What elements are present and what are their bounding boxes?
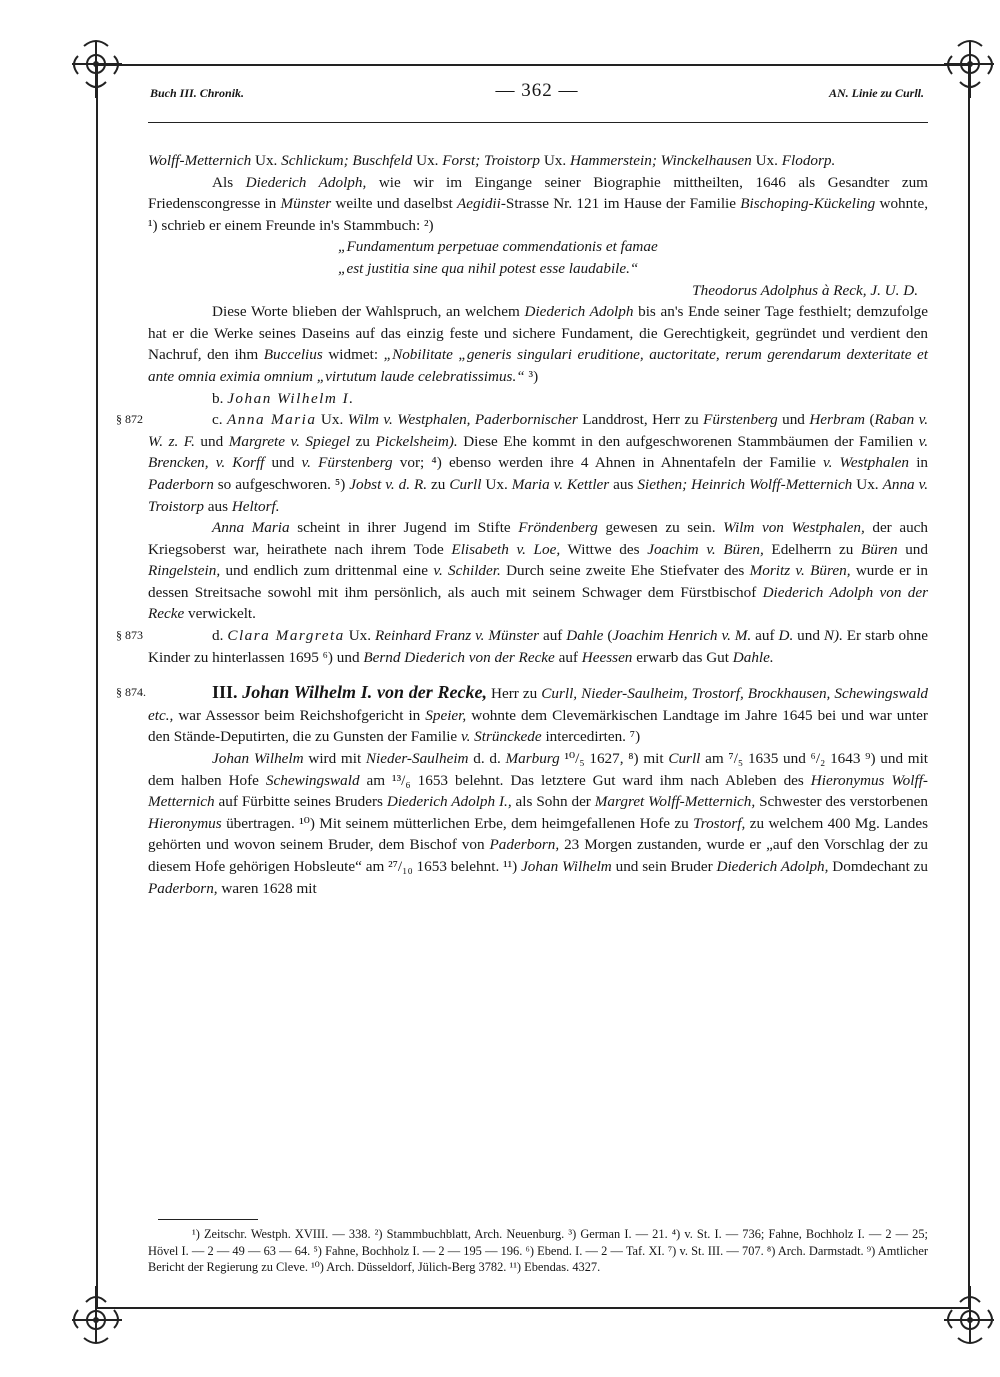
text-segment: Anna Maria xyxy=(226,411,317,429)
text-segment: Buschfeld xyxy=(352,152,413,169)
text-segment: Schwester des verstorbenen xyxy=(755,793,929,811)
section-marker: § 874. xyxy=(116,685,146,700)
text-segment: Er starb ohne Kinder zu hinterlassen 1695 ⁶) und xyxy=(148,627,929,666)
paragraph xyxy=(148,517,928,625)
text-segment: wie wir im Eingange seiner Biographie mittheilten, 1646 als Gesandter zum Friedenscongresse in xyxy=(148,173,928,213)
paragraph xyxy=(148,150,928,172)
text-segment: Als xyxy=(212,173,246,191)
text-segment: „est justitia sine qua nihil potest esse laudabile.“ xyxy=(338,259,639,277)
text-segment: ( xyxy=(603,627,613,645)
text-segment: Fröndenberg xyxy=(518,519,598,537)
text-segment: Diederich Adolph xyxy=(524,303,634,321)
text-segment: v. Westphalen xyxy=(822,454,910,472)
text-segment: Wilm v. Westphalen, Paderbornischer xyxy=(347,411,578,429)
text-segment: auf xyxy=(751,627,779,645)
text-segment: Clara Margreta xyxy=(227,627,345,645)
text-segment: v. Brencken, v. Korff xyxy=(148,432,928,472)
text-segment: und xyxy=(194,432,229,450)
header-rule xyxy=(148,122,928,123)
text-segment: Paderborn, xyxy=(148,879,218,897)
text-segment: Schewingswald xyxy=(265,771,360,789)
paragraph xyxy=(148,258,928,280)
text-segment: Heltorf. xyxy=(231,497,280,515)
text-segment: Ux. xyxy=(751,152,782,169)
text-segment: und xyxy=(777,411,810,429)
text-segment: verwickelt. xyxy=(184,605,256,623)
text-segment: Büren xyxy=(860,540,898,558)
text-segment: als Sohn der xyxy=(511,793,595,811)
text-segment: aus xyxy=(204,497,232,515)
paragraph xyxy=(148,748,928,899)
text-segment: Dahle. xyxy=(732,648,774,666)
text-segment: Durch seine zweite Ehe Stiefvater des xyxy=(500,562,750,580)
text-segment: Heessen xyxy=(581,648,633,666)
text-segment: zu xyxy=(350,432,376,450)
text-segment: Ux. xyxy=(316,411,348,429)
text-segment: Speier, xyxy=(425,706,467,724)
text-segment: auf Fürbitte seines Bruders xyxy=(214,793,387,811)
text-segment: Siethen; Heinrich Wolff-Metternich xyxy=(637,475,853,493)
header-book-title: Buch III. Chronik. xyxy=(150,86,245,100)
text-segment: v. Strünckede xyxy=(460,728,542,746)
text-segment: und xyxy=(897,540,928,558)
text-segment: d. d. xyxy=(468,750,506,768)
text-segment: gewesen zu sein. xyxy=(597,519,724,537)
paragraph xyxy=(116,682,929,748)
text-segment: Johan Wilhelm I. von der Recke, xyxy=(242,682,487,703)
text-segment: Ux. xyxy=(251,152,282,169)
text-segment: Nieder-Saulheim xyxy=(365,750,469,768)
text-segment: v. Fürstenberg xyxy=(301,454,393,472)
text-segment: 23 Morgen zustanden, wurde er „auf den Vorschlag der zu diesem Hofe gehörigen Hobsleute“ am ²⁷/₁₀ 1653 belehnt. ¹¹) xyxy=(148,836,928,875)
page-number: — 362 — xyxy=(495,80,579,101)
text-segment: am ⁷/₅ 1635 und ⁶/₂ 1643 ⁹) und mit dem halben Hofe xyxy=(148,750,929,789)
text-segment: Paderborn xyxy=(148,475,214,493)
text-segment: Wilm von Westphalen, xyxy=(723,519,865,537)
text-segment: Diederich Adolph, xyxy=(245,173,367,191)
text-segment: erwarb das Gut xyxy=(632,648,733,666)
paragraph xyxy=(148,301,928,387)
text-segment: Ringelstein, xyxy=(148,562,221,580)
text-segment: in xyxy=(909,454,929,472)
text-segment: war Assessor beim Reichshofgericht in xyxy=(173,706,426,724)
text-segment: Herbram xyxy=(809,411,866,429)
text-segment: zu welchem 400 Mg. Landes gehörten und wovon seinem Bruder, dem Bischof von xyxy=(148,814,929,854)
text-segment: Forst; xyxy=(442,152,481,169)
text-segment: Trostorf, xyxy=(693,814,746,832)
text-segment: wird mit xyxy=(303,750,366,768)
text-segment: Diederich Adolph I., xyxy=(386,793,512,811)
text-segment: Diederich Adolph von der Recke xyxy=(148,583,928,623)
text-segment: Anna v. Troistorp xyxy=(148,475,929,515)
text-segment: intercedirten. ⁷) xyxy=(541,728,641,746)
text-segment: III. xyxy=(212,682,243,703)
text-segment: Fürstenberg xyxy=(703,411,778,429)
text-segment: Bernd Diederich von der Recke xyxy=(363,648,555,666)
text-segment: waren 1628 mit xyxy=(217,879,317,897)
paragraph xyxy=(148,172,928,237)
text-segment: weilte und daselbst xyxy=(331,195,457,213)
paragraph xyxy=(116,409,929,517)
running-header xyxy=(150,80,924,104)
text-segment: Reinhard Franz v. Münster xyxy=(374,627,540,645)
text-segment: v. Schilder. xyxy=(433,562,501,580)
text-segment: Ux. xyxy=(412,152,443,169)
text-segment: Johan Wilhelm xyxy=(521,858,612,875)
footnote-text: ¹) Zeitschr. Westph. XVIII. — 338. ²) Stammbuchblatt, Arch. Neuenburg. ³) German I. — 21. ⁴) v. St. I. — 736; Fahne, Bochholz I. — 2 — 25; Hövel I. — 2 — 49 — 63 — 64. ⁵) Fahne, Bochholz I. — 2 — 195 — 196. ⁶) Ebend. I. — 2 — Taf. XI. ⁷) v. St. III. — 707. ⁸) Arch. Darmstadt. ⁹) Amtlicher Bericht der Regierung zu Cleve. ¹⁰) Arch. Düsseldorf, Jülich-Berg 3782. ¹¹) Ebendas. 4327. xyxy=(148,1227,928,1274)
text-segment: Theodorus Adolphus à Reck, J. U. D. xyxy=(692,281,918,299)
paragraph xyxy=(148,236,928,258)
text-segment: am ¹³/₆ 1653 belehnt. Das letztere Gut ward ihm nach Ableben des xyxy=(359,771,811,789)
text-segment: Joachim v. Büren, xyxy=(647,540,764,558)
text-segment: und xyxy=(793,627,824,645)
text-segment: wurde er in dessen Streitsache sowohl mit ihm persönlich, als auch mit seinem Schwager dem Fürstbischof xyxy=(148,562,929,601)
text-segment: Edelherrn zu xyxy=(763,540,861,558)
text-segment: Ux. xyxy=(344,627,375,645)
text-segment: ( xyxy=(865,411,875,429)
body-text xyxy=(116,150,929,899)
text-segment: Hammerstein; xyxy=(569,152,657,169)
text-segment: Elisabeth v. Loe, xyxy=(451,540,561,558)
text-segment: Marburg xyxy=(505,750,560,768)
text-segment: Winckelhausen xyxy=(660,152,752,169)
text-segment: Margrete v. Spiegel xyxy=(228,432,351,450)
text-segment: Hieronymus Wolff-Metternich xyxy=(148,771,928,811)
footnote-rule xyxy=(158,1219,258,1220)
text-segment: aus xyxy=(609,475,638,493)
section-marker: § 873 xyxy=(116,628,143,643)
text-segment: Aegidii xyxy=(456,195,501,213)
paragraph xyxy=(148,388,928,410)
text-segment: Raban v. W. z. F. xyxy=(148,411,929,450)
text-segment: und sein Bruder xyxy=(611,858,717,875)
text-segment: auf xyxy=(554,648,582,666)
text-segment: und xyxy=(264,454,302,472)
paragraph xyxy=(116,625,929,668)
text-segment: Diese Ehe kommt in den aufgeschworenen Stammbäumen der Familien xyxy=(457,432,919,450)
text-segment: Curll xyxy=(668,750,701,768)
text-segment: Joachim Henrich v. M. xyxy=(612,627,752,645)
corner-ornament-top-right xyxy=(938,34,1000,106)
footnotes xyxy=(148,1226,928,1276)
text-segment: wohnte, ¹) schrieb er einem Freunde in's Stammbuch: ²) xyxy=(148,195,928,234)
text-segment: Johan Wilhelm xyxy=(212,750,304,768)
text-segment: und endlich zum drittenmal eine xyxy=(220,562,434,580)
text-segment: so aufgeschworen. ⁵) xyxy=(213,475,350,493)
text-segment: Pickelsheim). xyxy=(375,432,458,450)
text-segment: Paderborn, xyxy=(489,836,560,854)
text-segment: bis an's Ende seiner Tage festhielt; demzufolge hat er die Werke seines Daseins auf das einzig feste und sichere Fundament, die Gerechtigkeit, gegründet und verdient den Nachruf, den ihm xyxy=(148,303,929,364)
text-segment: ³) xyxy=(524,367,539,385)
text-segment: Diederich Adolph, xyxy=(716,858,829,875)
text-segment: Herr zu xyxy=(486,685,542,703)
header-line-title: AN. Linie zu Curll. xyxy=(828,86,924,100)
text-segment: Hieronymus xyxy=(148,814,222,832)
text-segment: Flodorp. xyxy=(781,152,836,169)
text-segment: Dahle xyxy=(566,627,604,645)
text-segment: Wolff-Metternich xyxy=(148,152,252,169)
text-segment: Bischoping-Kückeling xyxy=(740,195,876,213)
text-segment: vor; ⁴) ebenso werden ihre 4 Ahnen in Ahnentafeln der Familie xyxy=(392,454,823,472)
text-segment: c. xyxy=(212,411,227,429)
text-segment: b. xyxy=(212,389,228,407)
text-segment: Wittwe des xyxy=(560,540,648,558)
corner-ornament-bottom-right xyxy=(938,1278,1000,1350)
text-segment: übertragen. ¹⁰) Mit seinem mütterlichen Erbe, dem heimgefallenen Hofe zu xyxy=(221,814,694,832)
paragraph xyxy=(148,280,928,302)
text-segment: Ux. xyxy=(540,152,570,169)
text-segment: Troistorp xyxy=(484,152,541,169)
corner-ornament-top-left xyxy=(64,34,128,106)
text-segment: Anna Maria xyxy=(212,519,290,537)
text-segment: Curll, Nieder-Saulheim, Trostorf, Brockhausen, Schewingswald etc., xyxy=(148,685,929,724)
text-segment: scheint in ihrer Jugend im Stifte xyxy=(289,519,519,537)
text-segment: -Strasse Nr. 121 im Hause der Familie xyxy=(500,195,741,213)
corner-ornament-bottom-left xyxy=(64,1278,128,1350)
text-segment: Moritz v. Büren, xyxy=(749,562,851,580)
text-segment: N). xyxy=(823,627,843,645)
text-segment: widmet: xyxy=(322,346,384,364)
text-segment: Landdrost, Herr zu xyxy=(577,411,704,429)
text-segment: zu xyxy=(427,475,450,493)
text-segment: wohnte dem Clevemärkischen Landtage im Jahre 1645 bei und war unter den Stände-Deputirten, die zu Gunsten der Familie xyxy=(148,706,928,746)
text-segment: Curll xyxy=(449,475,482,493)
text-segment: Johan Wilhelm I. xyxy=(227,389,355,407)
text-segment: Schlickum; xyxy=(281,152,349,169)
text-segment: D. xyxy=(778,627,794,645)
text-segment: „Nobilitate „generis singulari eruditione, auctoritate, rerum gerendarum dexteritate et ante omnia eximia omnium „virtutum laude celebratissimus.“ xyxy=(148,346,928,385)
text-segment: Münster xyxy=(280,195,332,213)
text-segment: „Fundamentum perpetuae commendationis et famae xyxy=(338,238,658,256)
text-segment: d. xyxy=(212,627,228,645)
text-segment: Jobst v. d. R. xyxy=(349,475,428,493)
text-segment: auf xyxy=(539,627,567,645)
section-marker: § 872 xyxy=(116,412,143,427)
text-segment: Maria v. Kettler xyxy=(511,475,610,493)
text-segment: Diese Worte blieben der Wahlspruch, an welchem xyxy=(212,303,525,321)
text-segment: Ux. xyxy=(852,475,883,493)
text-segment: Margret Wolff-Metternich, xyxy=(594,793,756,811)
text-segment: Buccelius xyxy=(263,346,323,364)
text-segment: Domdechant zu xyxy=(828,858,929,875)
text-segment: ¹⁰/₅ 1627, ⁸) mit xyxy=(559,750,669,768)
text-segment: Ux. xyxy=(481,475,512,493)
text-segment: der auch Kriegsoberst war, heirathete nach ihrem Tode xyxy=(148,519,929,558)
